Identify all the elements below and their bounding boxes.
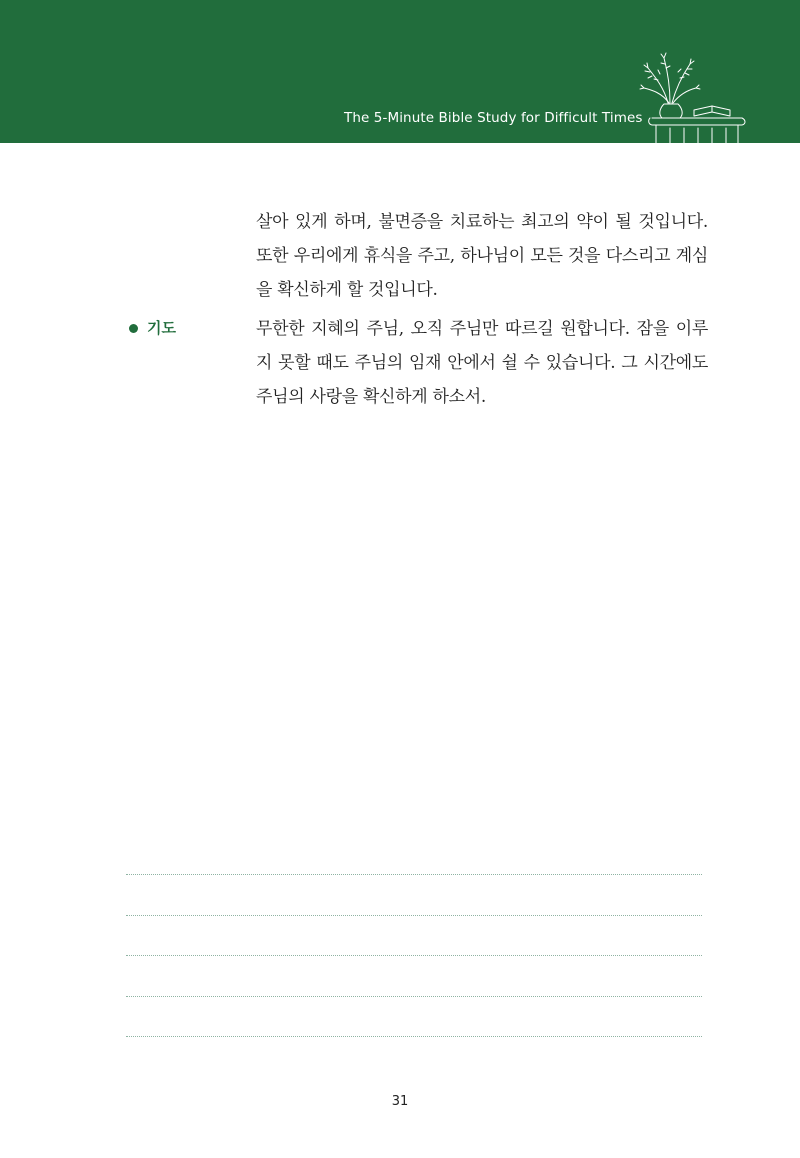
page-header (0, 0, 800, 143)
note-line (126, 1036, 702, 1037)
bullet-icon (129, 324, 138, 333)
prayer-paragraph: 무한한 지혜의 주님, 오직 주님만 따르길 원합니다. 잠을 이루지 못할 때도 주님의 임재 안에서 쉴 수 있습니다. 그 시간에도 주님의 사랑을 확신하게 하소서. (256, 319, 708, 407)
note-line (126, 915, 702, 916)
plant-vase-book-icon (630, 48, 760, 143)
note-lines (126, 874, 702, 1077)
page-number: 31 (391, 1094, 409, 1109)
note-line (126, 996, 702, 997)
note-line (126, 874, 702, 875)
prayer-label-text: 기도 (147, 319, 176, 337)
note-line (126, 955, 702, 956)
body-paragraph: 살아 있게 하며, 불면증을 치료하는 최고의 약이 될 것입니다. 또한 우리에게 휴식을 주고, 하나님이 모든 것을 다스리고 계심을 확신하게 할 것입니다. (256, 212, 708, 300)
prayer-label (129, 313, 176, 343)
header-title: The 5-Minute Bible Study for Difficult Times (344, 110, 643, 126)
